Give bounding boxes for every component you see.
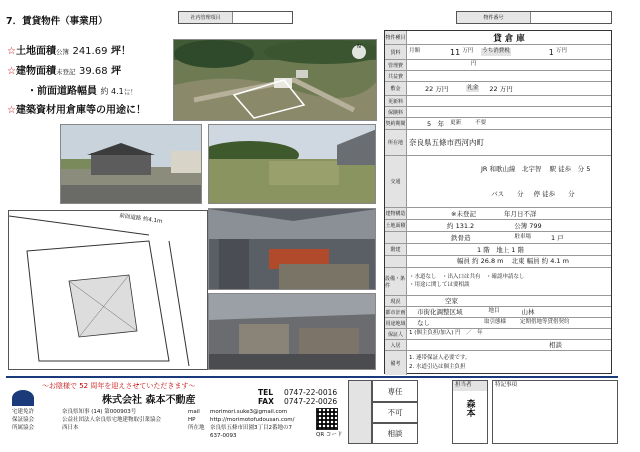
qr-label: QR コード — [316, 432, 343, 438]
address-value: 奈良県五條市西河内町 — [409, 138, 484, 147]
row-guarantor: 保証人 1 (個主負担/加入) 円 ／ 年 — [385, 329, 611, 340]
footer-tagline: 〜お陰様で 52 周年を迎えさせていただきます〜 — [42, 382, 196, 390]
star-icon: ☆ — [7, 46, 16, 57]
stamp-exclusive: 専任 — [372, 380, 418, 402]
warehouse-interior-photo-2 — [208, 293, 376, 370]
company-logo — [12, 390, 34, 406]
homepage-link[interactable]: http://morimotofudousan.com/ — [210, 417, 295, 423]
row-zoning: 用途地域 なし 取引態様 定期借地等貸借契約 — [385, 318, 611, 329]
row-road: 幅員 約 26.8 m 北東 幅員 約 4.1 m — [385, 256, 611, 268]
company-address: 奈良県五條市田園3丁目2番地の7 — [210, 425, 292, 431]
headline-block — [7, 40, 169, 122]
company-name: 株式会社 森本不動産 — [102, 395, 196, 406]
row-urban: 都市計画 市街化調整区域 地目 山林 — [385, 307, 611, 318]
row-floors: 階建 1 階 地上 1 階 — [385, 244, 611, 256]
row-deposit: 敷金 22 万円 礼金 22 万円 — [385, 82, 611, 96]
site-photo-field — [208, 124, 376, 204]
row-structure-type: 鉄骨造 駐車場 1 戸 — [385, 232, 611, 244]
guarantee-association: 公益社団法人奈良県宅地建物取引業協会 — [62, 417, 162, 423]
property-number-box — [456, 11, 612, 24]
fax-label: FAX — [258, 397, 274, 406]
page-title: 7．賃貸物件（事業用） — [6, 16, 108, 27]
road-width-headline: ・前面道路幅員 約 4.1㍍！ — [27, 86, 137, 97]
spec-sheet — [384, 30, 612, 374]
special-notes-box: 特記事項 — [492, 380, 618, 444]
row-current: 現況 空家 — [385, 296, 611, 307]
use-headline: ☆建築資材用倉庫等の用途に！ — [7, 105, 146, 116]
row-structure: 建物構造 ※未登記 年月日不詳 — [385, 208, 611, 220]
row-mgmt: 管理費 円 — [385, 60, 611, 71]
site-photo-front — [60, 124, 202, 204]
star-icon: ☆ — [7, 105, 16, 116]
row-insurance: 保険料 — [385, 107, 611, 118]
member-association: 西日本 — [62, 425, 79, 431]
internal-mgmt-label: 社内管理項目 — [179, 12, 233, 23]
zip-code: 637-0093 — [210, 433, 237, 439]
tel-number[interactable]: 0747-22-0016 — [284, 388, 338, 397]
fax-number: 0747-22-0026 — [284, 397, 338, 406]
tel-label: TEL — [258, 388, 274, 397]
row-move-in: 入居 相談 — [385, 340, 611, 351]
row-remarks: 備考 1. 連帯保証人必要です。 2. 水道引込は個主負担 — [385, 351, 611, 375]
row-traffic: 交通 JR 和歌山線 北宇智 駅 徒歩 分 5 バス 分 停 徒歩 分 — [385, 156, 611, 208]
row-common: 共益費 — [385, 71, 611, 82]
row-renew-fee: 更新料 — [385, 96, 611, 107]
internal-mgmt-box — [178, 11, 293, 24]
row-type: 物件種目 貸 倉 庫 — [385, 31, 611, 45]
license-number: 奈良県知事 (14) 第000903号 — [62, 409, 137, 415]
row-conditions: 設備・条件 ・水道なし ・出入口は共有 ・確認申請なし ・用途に関しては要相談 — [385, 268, 611, 296]
agent-name: 森本 — [466, 399, 476, 420]
star-icon: ☆ — [7, 66, 16, 77]
row-land-area: 土地面積 約 131.2 公簿 799 — [385, 220, 611, 232]
building-area-headline: ☆建物面積未登記 39.68 坪 — [7, 66, 122, 77]
email-link[interactable]: morimori.suke3@gmail.com — [210, 409, 288, 415]
map-road-label: 前面道路 約4.1m — [118, 213, 163, 225]
row-address: 所在地 奈良県五條市西河内町 — [385, 130, 611, 156]
aerial-photo — [173, 39, 377, 121]
row-period: 契約期間 5 年 更新 不要 — [385, 118, 611, 130]
stamp-labels — [348, 380, 372, 444]
row-rent: 賃料 月額 11 万円 うち消費税 1 万円 — [385, 45, 611, 60]
property-type-value: 貸 倉 庫 — [493, 33, 525, 44]
property-number-label: 物件番号 — [457, 12, 531, 23]
agent-box: 担当者 森本 — [452, 380, 488, 444]
site-plan-map — [8, 210, 208, 370]
land-area-headline: ☆土地面積公簿 241.69 坪！ — [7, 46, 131, 57]
qr-code-icon[interactable] — [316, 408, 338, 430]
stamp-not-allowed: 不可 — [372, 402, 418, 423]
warehouse-interior-photo-1 — [208, 208, 376, 290]
stamp-consult: 相談 — [372, 423, 418, 444]
footer: 〜お陰様で 52 周年を迎えさせていただきます〜 株式会社 森本不動産 TEL 0747-22-0016 FAX 0747-22-0026 宅建免許 奈良県知事 (14) 第000903号 保証協会 公益社団法人奈良県宅地建物取引業協会 所属協会 西日本 mail morimori.suke3@gmail.com HP http://morimotofudousan.com/ 所在地 奈良県五條市田園3丁目2番地の7 637-0093 QR コード 専任 不可 相談 担当者 森本 特記事項 — [6, 376, 618, 446]
svg-text:N: N — [357, 44, 361, 50]
